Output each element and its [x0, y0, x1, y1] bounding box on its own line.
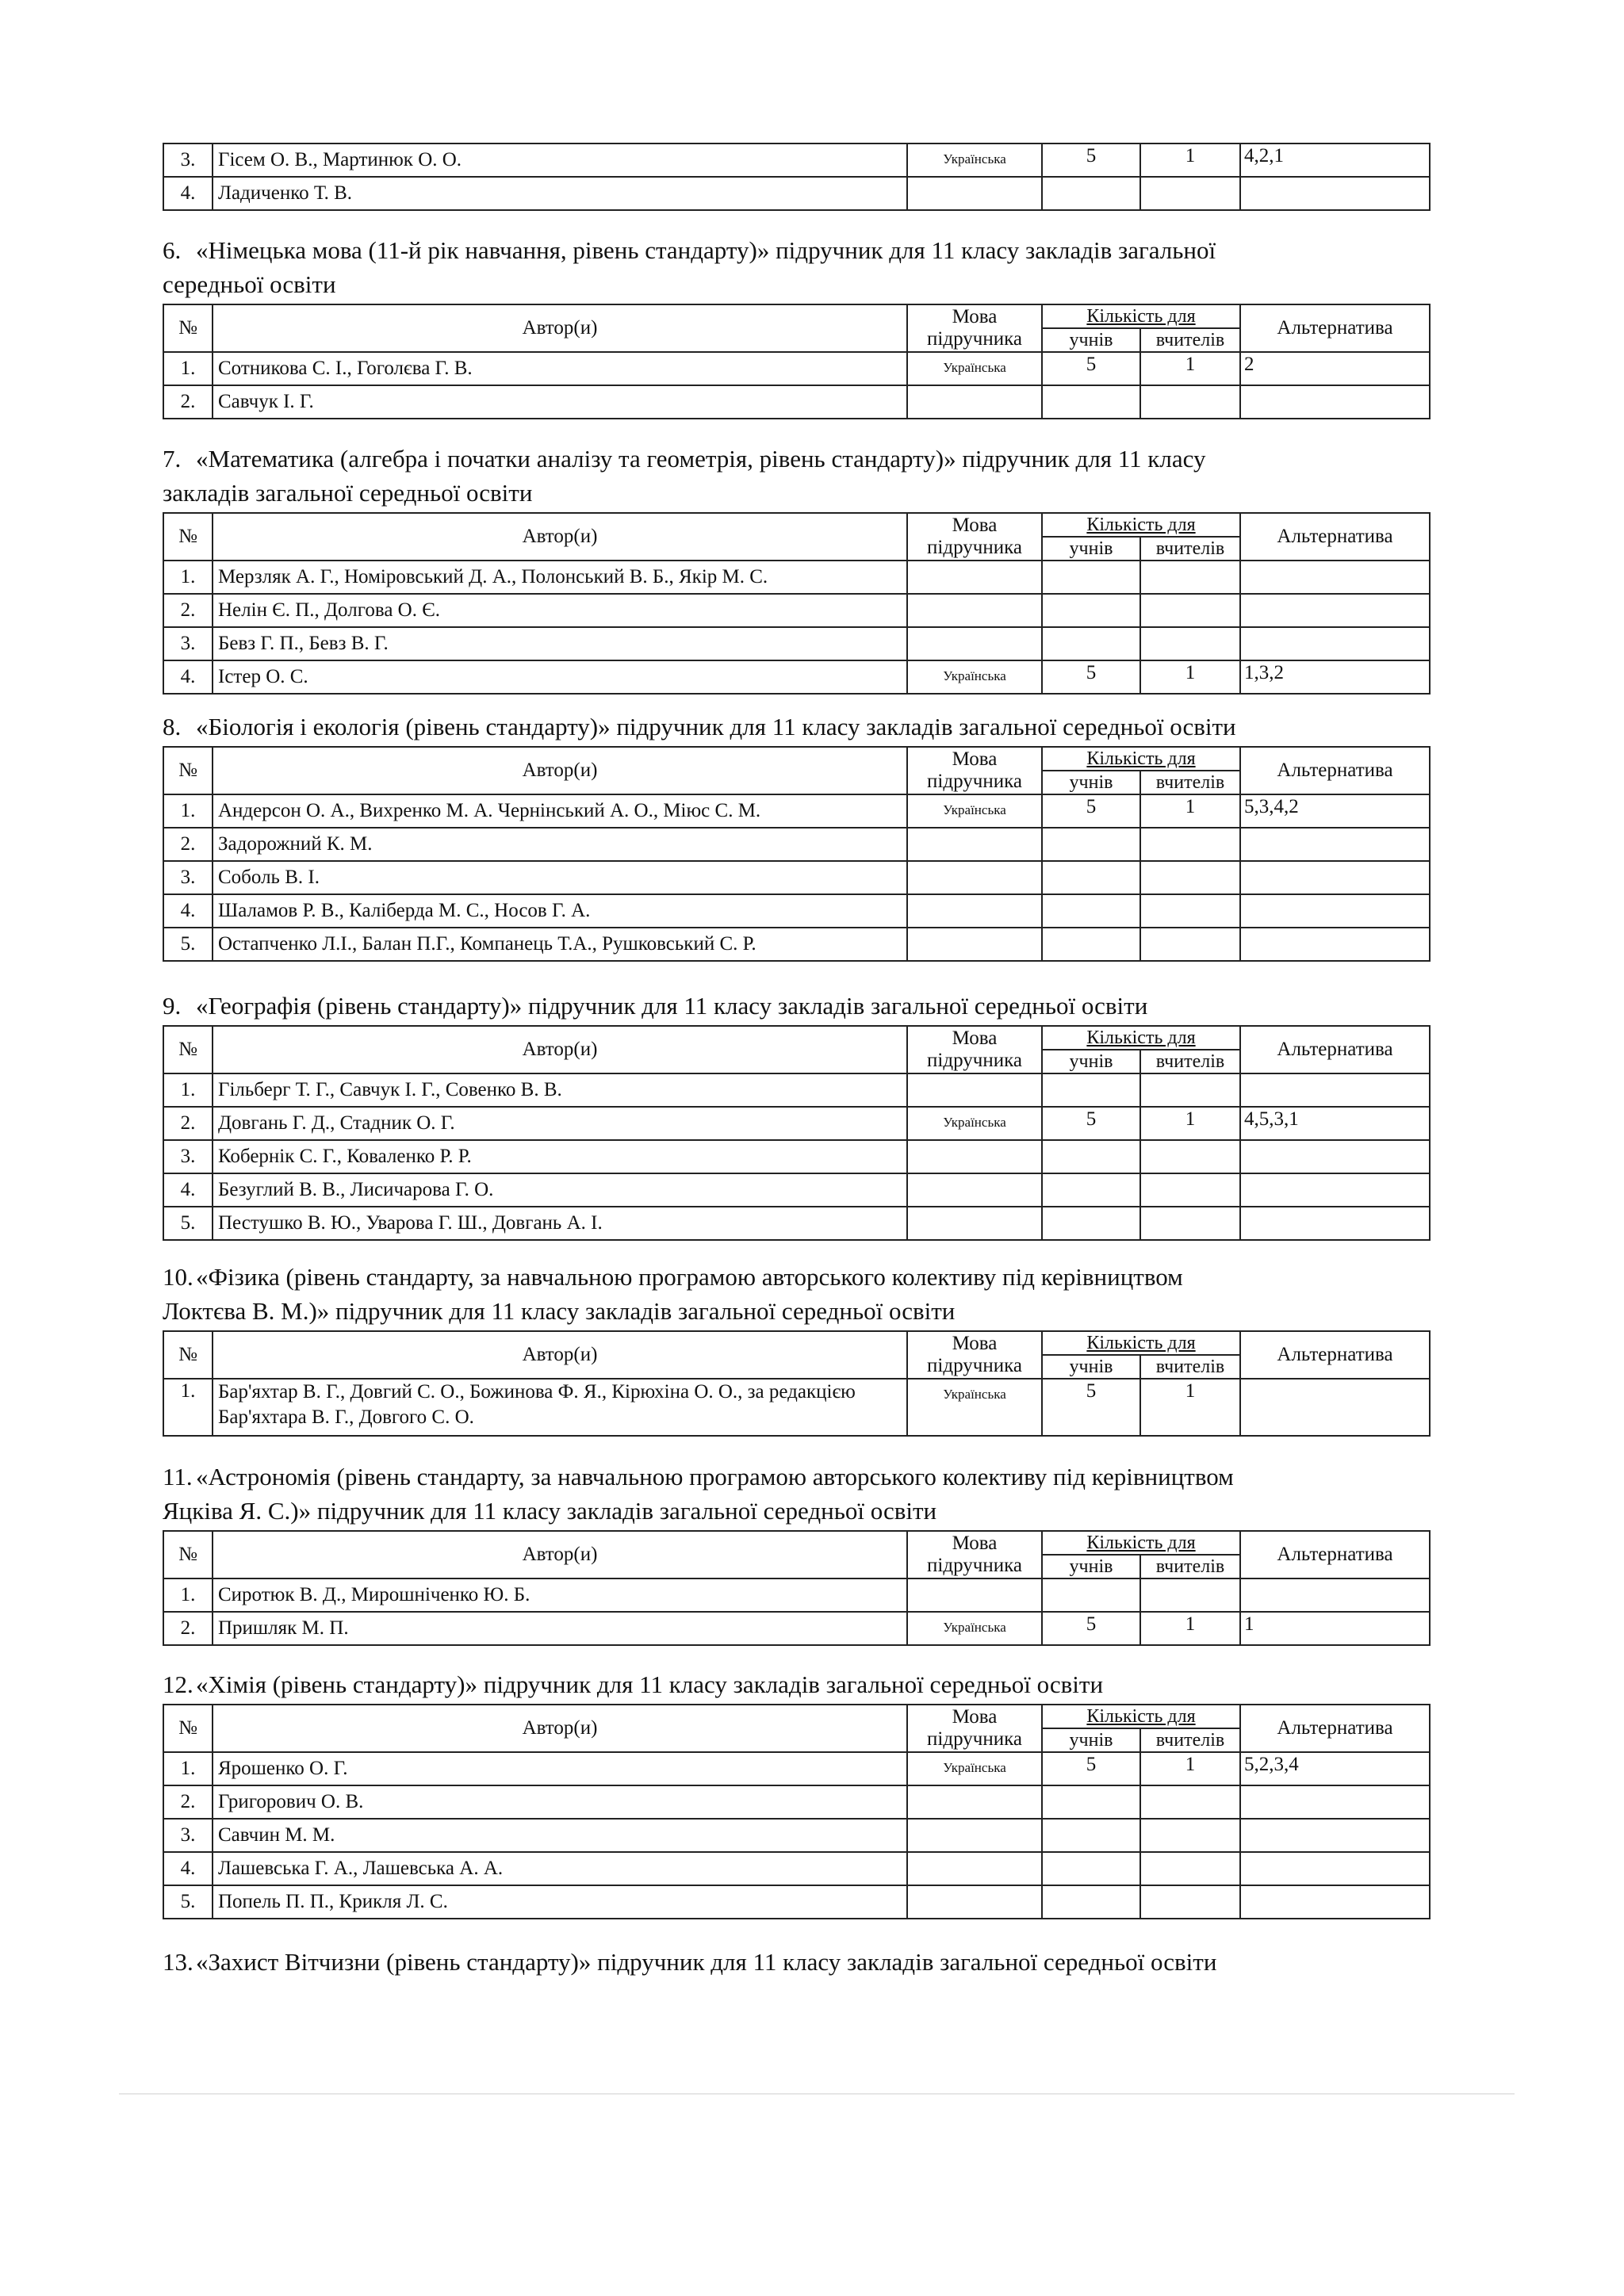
row-language: Українська — [907, 1612, 1042, 1645]
table-row — [163, 1578, 1430, 1612]
header-author: Автор(и) — [213, 1531, 907, 1578]
header-students: учнів — [1042, 537, 1140, 561]
row-number: 1. — [163, 1578, 213, 1612]
row-number: 3. — [163, 144, 213, 177]
table-header — [163, 513, 1430, 561]
row-alternative — [1240, 928, 1430, 961]
header-alternative: Альтернатива — [1240, 513, 1430, 561]
header-teachers: вчителів — [1140, 328, 1240, 352]
table-row — [163, 828, 1430, 861]
row-alternative — [1240, 1578, 1430, 1612]
section-title-line1: «Астрономія (рівень стандарту, за навчальною програмою авторського колективу під керівництвом — [196, 1463, 1234, 1490]
header-students: учнів — [1042, 328, 1140, 352]
header-author: Автор(и) — [213, 304, 907, 352]
header-language: Мова підручника — [907, 1531, 1042, 1578]
header-row — [163, 1026, 1430, 1050]
header-row — [163, 1531, 1430, 1555]
table-header — [163, 747, 1430, 794]
section-heading — [163, 1670, 1431, 1699]
row-author: Остапченко Л.І., Балан П.Г., Компанець Т.А., Рушковський С. Р. — [213, 928, 907, 961]
table-row — [163, 861, 1430, 894]
section-number: 7. — [163, 445, 182, 473]
table-body — [163, 561, 1430, 694]
row-author: Задорожний К. М. — [213, 828, 907, 861]
row-alternative: 2 — [1240, 352, 1430, 385]
header-quantity: Кількість для — [1042, 513, 1240, 537]
row-language: Українська — [907, 352, 1042, 385]
table-row — [163, 352, 1430, 385]
table-row — [163, 1852, 1430, 1885]
row-number: 4. — [163, 660, 213, 694]
table-body — [163, 1379, 1430, 1436]
section-6 — [163, 235, 1431, 419]
row-author: Мерзляк А. Г., Номіровський Д. А., Полонський В. Б., Якір М. С. — [213, 561, 907, 594]
row-author: Бар'яхтар В. Г., Довгий С. О., Божинова Ф. Я., Кірюхіна О. О., за редакцією Бар'яхтара В. Г., Довгого С. О. — [213, 1379, 907, 1436]
section-heading — [163, 235, 1431, 265]
row-teachers-count: 1 — [1140, 1752, 1240, 1785]
row-author: Сиротюк В. Д., Мирошніченко Ю. Б. — [213, 1578, 907, 1612]
row-students-count — [1042, 1173, 1140, 1207]
row-language: Українська — [907, 1107, 1042, 1140]
row-alternative — [1240, 1073, 1430, 1107]
row-alternative: 1 — [1240, 1612, 1430, 1645]
header-num: № — [163, 1531, 213, 1578]
section-title-line2: Яцківа Я. С.)» підручник для 11 класу закладів загальної середньої освіти — [163, 1497, 937, 1525]
section-heading — [163, 991, 1431, 1020]
row-teachers-count — [1140, 561, 1240, 594]
row-students-count — [1042, 627, 1140, 660]
row-number: 1. — [163, 1073, 213, 1107]
row-teachers-count: 1 — [1140, 352, 1240, 385]
row-teachers-count — [1140, 177, 1240, 210]
top-table — [163, 143, 1431, 211]
table-row — [163, 385, 1430, 419]
section-heading — [163, 712, 1431, 741]
row-students-count: 5 — [1042, 1107, 1140, 1140]
table-row — [163, 594, 1430, 627]
row-students-count — [1042, 1578, 1140, 1612]
row-students-count: 5 — [1042, 352, 1140, 385]
section-title-line1: «Німецька мова (11-й рік навчання, рівень стандарту)» підручник для 11 класу закладів загальної — [196, 236, 1216, 264]
table-row — [163, 1785, 1430, 1819]
row-number: 3. — [163, 627, 213, 660]
table-row — [163, 1073, 1430, 1107]
section-number: 9. — [163, 992, 182, 1020]
row-alternative — [1240, 1173, 1430, 1207]
row-language: Українська — [907, 1379, 1042, 1436]
row-teachers-count — [1140, 861, 1240, 894]
table-header — [163, 304, 1430, 352]
row-author: Істер О. С. — [213, 660, 907, 694]
row-alternative — [1240, 1379, 1430, 1436]
table-header — [163, 1331, 1430, 1379]
row-students-count — [1042, 177, 1140, 210]
row-teachers-count — [1140, 594, 1240, 627]
row-alternative: 4,5,3,1 — [1240, 1107, 1430, 1140]
row-number: 1. — [163, 352, 213, 385]
table-header — [163, 1026, 1430, 1073]
section-heading — [163, 1262, 1431, 1292]
table-row — [163, 1140, 1430, 1173]
row-alternative — [1240, 177, 1430, 210]
row-author: Гісем О. В., Мартинюк О. О. — [213, 144, 907, 177]
header-language: Мова підручника — [907, 1331, 1042, 1379]
row-alternative — [1240, 1785, 1430, 1819]
table-row — [163, 177, 1430, 210]
header-author: Автор(и) — [213, 1331, 907, 1379]
row-language — [907, 1819, 1042, 1852]
header-num: № — [163, 1026, 213, 1073]
row-author: Шаламов Р. В., Каліберда М. С., Носов Г. А. — [213, 894, 907, 928]
row-author: Кобернік С. Г., Коваленко Р. Р. — [213, 1140, 907, 1173]
row-students-count — [1042, 1207, 1140, 1240]
section-8 — [163, 712, 1431, 962]
textbook-table — [163, 1530, 1431, 1646]
page-divider — [119, 2093, 1515, 2095]
row-alternative — [1240, 828, 1430, 861]
table-row — [163, 1612, 1430, 1645]
row-author: Гільберг Т. Г., Савчук І. Г., Совенко В. В. — [213, 1073, 907, 1107]
section-heading — [163, 1947, 1431, 1976]
row-alternative: 5,3,4,2 — [1240, 794, 1430, 828]
row-language — [907, 894, 1042, 928]
header-num: № — [163, 747, 213, 794]
header-row — [163, 304, 1430, 328]
row-students-count — [1042, 1819, 1140, 1852]
table-row — [163, 660, 1430, 694]
row-students-count: 5 — [1042, 794, 1140, 828]
row-language — [907, 1885, 1042, 1919]
row-teachers-count — [1140, 1207, 1240, 1240]
table-row — [163, 1173, 1430, 1207]
row-author: Соболь В. І. — [213, 861, 907, 894]
header-num: № — [163, 513, 213, 561]
row-number: 2. — [163, 1785, 213, 1819]
row-teachers-count: 1 — [1140, 144, 1240, 177]
table-row — [163, 1107, 1430, 1140]
header-row — [163, 513, 1430, 537]
textbook-table — [163, 1330, 1431, 1437]
row-number: 3. — [163, 861, 213, 894]
row-students-count — [1042, 828, 1140, 861]
header-teachers: вчителів — [1140, 1355, 1240, 1379]
row-alternative: 5,2,3,4 — [1240, 1752, 1430, 1785]
row-number: 1. — [163, 794, 213, 828]
row-number: 3. — [163, 1140, 213, 1173]
header-num: № — [163, 1331, 213, 1379]
row-teachers-count — [1140, 1578, 1240, 1612]
textbook-table — [163, 746, 1431, 962]
header-alternative: Альтернатива — [1240, 1705, 1430, 1752]
section-number: 11. — [163, 1463, 193, 1490]
row-language — [907, 828, 1042, 861]
header-language: Мова підручника — [907, 304, 1042, 352]
textbook-table — [163, 512, 1431, 695]
row-author: Безуглий В. В., Лисичарова Г. О. — [213, 1173, 907, 1207]
section-title-line2: закладів загальної середньої освіти — [163, 479, 533, 507]
row-teachers-count: 1 — [1140, 660, 1240, 694]
row-teachers-count — [1140, 828, 1240, 861]
header-num: № — [163, 1705, 213, 1752]
row-alternative — [1240, 894, 1430, 928]
header-quantity: Кількість для — [1042, 304, 1240, 328]
header-alternative: Альтернатива — [1240, 747, 1430, 794]
row-students-count — [1042, 1073, 1140, 1107]
row-language — [907, 561, 1042, 594]
section-11 — [163, 1462, 1431, 1646]
header-num: № — [163, 304, 213, 352]
section-10 — [163, 1262, 1431, 1437]
header-alternative: Альтернатива — [1240, 304, 1430, 352]
table-row — [163, 794, 1430, 828]
row-author: Сотникова С. І., Гоголєва Г. В. — [213, 352, 907, 385]
row-teachers-count — [1140, 627, 1240, 660]
section-title-line1: «Біологія і екологія (рівень стандарту)» підручник для 11 класу закладів загальної середньої освіти — [196, 713, 1236, 740]
row-language — [907, 861, 1042, 894]
row-alternative: 1,3,2 — [1240, 660, 1430, 694]
row-author: Нелін Є. П., Долгова О. Є. — [213, 594, 907, 627]
row-alternative — [1240, 1885, 1430, 1919]
section-title-line1: «Фізика (рівень стандарту, за навчальною програмою авторського колективу під керівництвом — [196, 1263, 1183, 1291]
row-teachers-count: 1 — [1140, 1379, 1240, 1436]
row-number: 1. — [163, 1379, 213, 1436]
section-13 — [163, 1947, 1431, 1981]
row-number: 3. — [163, 1819, 213, 1852]
section-7 — [163, 444, 1431, 695]
row-author: Бевз Г. П., Бевз В. Г. — [213, 627, 907, 660]
row-students-count — [1042, 928, 1140, 961]
section-heading — [163, 1462, 1431, 1491]
row-students-count — [1042, 385, 1140, 419]
table-header — [163, 1705, 1430, 1752]
header-author: Автор(и) — [213, 1026, 907, 1073]
textbook-table — [163, 304, 1431, 419]
header-students: учнів — [1042, 1355, 1140, 1379]
header-language: Мова підручника — [907, 1026, 1042, 1073]
row-students-count — [1042, 561, 1140, 594]
header-students: учнів — [1042, 1555, 1140, 1578]
section-title-line1: «Хімія (рівень стандарту)» підручник для 11 класу закладів загальної середньої освіти — [196, 1670, 1104, 1698]
row-number: 5. — [163, 1885, 213, 1919]
header-author: Автор(и) — [213, 747, 907, 794]
row-alternative — [1240, 1207, 1430, 1240]
row-language — [907, 177, 1042, 210]
header-teachers: вчителів — [1140, 1728, 1240, 1752]
row-number: 2. — [163, 828, 213, 861]
row-author: Пришляк М. П. — [213, 1612, 907, 1645]
table-row — [163, 928, 1430, 961]
row-alternative — [1240, 861, 1430, 894]
row-author: Пестушко В. Ю., Уварова Г. Ш., Довгань А. І. — [213, 1207, 907, 1240]
row-teachers-count — [1140, 894, 1240, 928]
section-number: 13. — [163, 1948, 193, 1976]
row-teachers-count — [1140, 1785, 1240, 1819]
row-teachers-count — [1140, 1173, 1240, 1207]
table-row — [163, 561, 1430, 594]
header-teachers: вчителів — [1140, 1555, 1240, 1578]
row-students-count — [1042, 1140, 1140, 1173]
header-alternative: Альтернатива — [1240, 1026, 1430, 1073]
row-number: 5. — [163, 928, 213, 961]
row-teachers-count — [1140, 1819, 1240, 1852]
row-number: 5. — [163, 1207, 213, 1240]
row-teachers-count — [1140, 1852, 1240, 1885]
row-students-count: 5 — [1042, 1612, 1140, 1645]
row-teachers-count — [1140, 1885, 1240, 1919]
row-number: 2. — [163, 385, 213, 419]
header-author: Автор(и) — [213, 1705, 907, 1752]
row-language — [907, 928, 1042, 961]
row-language — [907, 1073, 1042, 1107]
row-language — [907, 1173, 1042, 1207]
header-students: учнів — [1042, 1728, 1140, 1752]
row-number: 4. — [163, 894, 213, 928]
header-students: учнів — [1042, 771, 1140, 794]
table-row — [163, 627, 1430, 660]
row-students-count — [1042, 861, 1140, 894]
header-alternative: Альтернатива — [1240, 1531, 1430, 1578]
row-language — [907, 385, 1042, 419]
row-alternative — [1240, 627, 1430, 660]
row-language — [907, 594, 1042, 627]
row-alternative: 4,2,1 — [1240, 144, 1430, 177]
row-author: Григорович О. В. — [213, 1785, 907, 1819]
row-author: Лашевська Г. А., Лашевська А. А. — [213, 1852, 907, 1885]
row-language: Українська — [907, 144, 1042, 177]
row-teachers-count: 1 — [1140, 1107, 1240, 1140]
row-teachers-count: 1 — [1140, 1612, 1240, 1645]
section-number: 12. — [163, 1670, 193, 1698]
section-title-line1: «Географія (рівень стандарту)» підручник для 11 класу закладів загальної середньої освіти — [196, 992, 1148, 1020]
header-teachers: вчителів — [1140, 537, 1240, 561]
row-author: Ярошенко О. Г. — [213, 1752, 907, 1785]
table-row — [163, 1207, 1430, 1240]
row-alternative — [1240, 1140, 1430, 1173]
row-language: Українська — [907, 794, 1042, 828]
row-students-count: 5 — [1042, 660, 1140, 694]
header-row — [163, 747, 1430, 771]
row-alternative — [1240, 594, 1430, 627]
row-language — [907, 1207, 1042, 1240]
section-title-line1: «Захист Вітчизни (рівень стандарту)» підручник для 11 класу закладів загальної середньої освіти — [196, 1948, 1217, 1976]
table-header — [163, 1531, 1430, 1578]
header-teachers: вчителів — [1140, 1050, 1240, 1073]
row-teachers-count — [1140, 1140, 1240, 1173]
header-row — [163, 1705, 1430, 1728]
row-students-count — [1042, 1885, 1140, 1919]
row-teachers-count — [1140, 385, 1240, 419]
row-author: Андерсон О. А., Вихренко М. А. Чернінський А. О., Міюс С. М. — [213, 794, 907, 828]
section-number: 6. — [163, 236, 182, 264]
row-alternative — [1240, 1852, 1430, 1885]
row-language — [907, 627, 1042, 660]
row-language — [907, 1578, 1042, 1612]
row-author: Савчин М. М. — [213, 1819, 907, 1852]
row-students-count: 5 — [1042, 144, 1140, 177]
header-row — [163, 1331, 1430, 1355]
table-body — [163, 352, 1430, 419]
header-language: Мова підручника — [907, 513, 1042, 561]
row-language — [907, 1852, 1042, 1885]
header-language: Мова підручника — [907, 747, 1042, 794]
table-body — [163, 1752, 1430, 1919]
row-teachers-count — [1140, 1073, 1240, 1107]
row-students-count: 5 — [1042, 1379, 1140, 1436]
row-language — [907, 1785, 1042, 1819]
textbook-table — [163, 1704, 1431, 1919]
row-alternative — [1240, 561, 1430, 594]
row-students-count — [1042, 1852, 1140, 1885]
table-row — [163, 144, 1430, 177]
table-row — [163, 1885, 1430, 1919]
header-quantity: Кількість для — [1042, 1026, 1240, 1050]
header-alternative: Альтернатива — [1240, 1331, 1430, 1379]
section-title-line2: середньої освіти — [163, 270, 336, 298]
table-body — [163, 1073, 1430, 1240]
row-language: Українська — [907, 660, 1042, 694]
header-students: учнів — [1042, 1050, 1140, 1073]
header-quantity: Кількість для — [1042, 1531, 1240, 1555]
row-number: 1. — [163, 1752, 213, 1785]
row-students-count: 5 — [1042, 1752, 1140, 1785]
row-alternative — [1240, 385, 1430, 419]
section-title-line1: «Математика (алгебра і початки аналізу та геометрія, рівень стандарту)» підручник для 11 класу — [196, 445, 1206, 473]
row-language: Українська — [907, 1752, 1042, 1785]
section-number: 10. — [163, 1263, 193, 1291]
row-number: 4. — [163, 177, 213, 210]
row-author: Ладиченко Т. В. — [213, 177, 907, 210]
row-number: 4. — [163, 1173, 213, 1207]
row-author: Савчук І. Г. — [213, 385, 907, 419]
row-number: 4. — [163, 1852, 213, 1885]
row-alternative — [1240, 1819, 1430, 1852]
table-row — [163, 894, 1430, 928]
table-row — [163, 1752, 1430, 1785]
row-author: Довгань Г. Д., Стадник О. Г. — [213, 1107, 907, 1140]
row-language — [907, 1140, 1042, 1173]
textbook-table — [163, 1025, 1431, 1241]
row-number: 2. — [163, 1612, 213, 1645]
header-author: Автор(и) — [213, 513, 907, 561]
section-9 — [163, 991, 1431, 1241]
header-quantity: Кількість для — [1042, 747, 1240, 771]
row-students-count — [1042, 594, 1140, 627]
table-row — [163, 1379, 1430, 1436]
section-12 — [163, 1670, 1431, 1919]
section-number: 8. — [163, 713, 182, 740]
top-table-block — [163, 143, 1431, 211]
table-body — [163, 1578, 1430, 1645]
table-row — [163, 1819, 1430, 1852]
row-students-count — [1042, 1785, 1140, 1819]
row-teachers-count: 1 — [1140, 794, 1240, 828]
header-language: Мова підручника — [907, 1705, 1042, 1752]
section-heading — [163, 444, 1431, 473]
row-students-count — [1042, 894, 1140, 928]
header-teachers: вчителів — [1140, 771, 1240, 794]
section-title-line2: Локтєва В. М.)» підручник для 11 класу закладів загальної середньої освіти — [163, 1297, 956, 1325]
row-author: Попель П. П., Крикля Л. С. — [213, 1885, 907, 1919]
row-number: 2. — [163, 594, 213, 627]
row-teachers-count — [1140, 928, 1240, 961]
header-quantity: Кількість для — [1042, 1705, 1240, 1728]
row-number: 1. — [163, 561, 213, 594]
table-body — [163, 794, 1430, 961]
row-number: 2. — [163, 1107, 213, 1140]
header-quantity: Кількість для — [1042, 1331, 1240, 1355]
